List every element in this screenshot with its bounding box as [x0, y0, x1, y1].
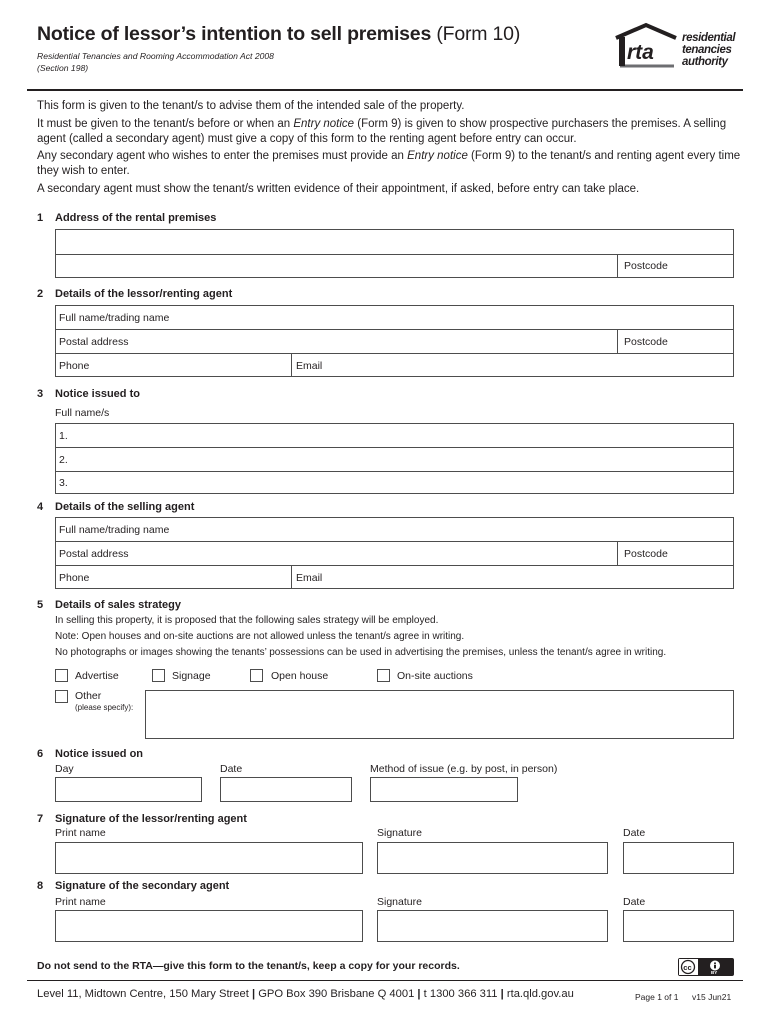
row-divider — [56, 541, 733, 542]
phone-email-divider — [291, 354, 292, 377]
intro-paragraph-4: A secondary agent must show the tenant/s written evidence of their appointment, if asked, before entry can take place. — [37, 182, 640, 195]
section-7-number: 7 — [37, 813, 44, 825]
postcode-label: Postcode — [624, 260, 668, 272]
lessor-signature-field[interactable] — [377, 842, 608, 874]
row-divider — [56, 447, 733, 448]
lessor-date-input[interactable] — [623, 842, 734, 874]
issue-day-label: Day — [55, 763, 74, 775]
section-1-title: Address of the rental premises — [55, 212, 217, 224]
row-divider — [56, 329, 733, 330]
intro-text — [37, 99, 742, 200]
footer-po-box: GPO Box 390 Brisbane Q 4001 — [258, 988, 415, 1000]
section-8-title: Signature of the secondary agent — [55, 880, 230, 892]
section-4-title: Details of the selling agent — [55, 501, 195, 513]
cc-by-text: BY — [711, 970, 718, 975]
postcode-divider — [617, 255, 618, 278]
section-6-number: 6 — [37, 748, 44, 760]
agent-signature-label: Signature — [377, 896, 422, 908]
lessor-details-box — [55, 305, 734, 377]
issue-method-input[interactable] — [370, 777, 518, 802]
title-main: Notice of lessor’s intention to sell premises — [37, 23, 432, 45]
agent-print-name-input[interactable] — [55, 910, 363, 942]
row-divider — [56, 471, 733, 472]
footer-address — [37, 988, 574, 1000]
intro-paragraph-3 — [37, 149, 742, 179]
creative-commons-badge — [678, 958, 734, 976]
advertise-checkbox[interactable] — [55, 669, 68, 682]
section-5-number: 5 — [37, 599, 44, 611]
section-3-title: Notice issued to — [55, 388, 140, 400]
tenant-names-box — [55, 423, 734, 494]
rta-logo — [610, 22, 740, 72]
logo-wordmark — [682, 32, 735, 68]
cc-text: cc — [683, 962, 692, 972]
lessor-postal-label[interactable]: Postal address — [59, 336, 129, 348]
tenant-3-field[interactable]: 3. — [59, 477, 68, 489]
tenant-names-label: Full name/s — [55, 407, 110, 419]
agent-date-input[interactable] — [623, 910, 734, 942]
section-3-number: 3 — [37, 388, 44, 400]
selling-agent-box — [55, 517, 734, 589]
tenant-2-field[interactable]: 2. — [59, 454, 68, 466]
intro-p3-emphasis: Entry notice — [407, 150, 468, 163]
section-2-title: Details of the lessor/renting agent — [55, 288, 233, 300]
footer-website-link[interactable]: rta.qld.gov.au — [506, 988, 574, 1000]
creative-commons-by-icon — [679, 959, 733, 975]
act-name: Residential Tenancies and Rooming Accommodation Act 2008 — [37, 51, 274, 61]
section-5-title: Details of sales strategy — [55, 599, 181, 611]
section-6-title: Notice issued on — [55, 748, 144, 760]
onsite-auction-checkbox[interactable] — [377, 669, 390, 682]
onsite-auction-label: On-site auctions — [397, 670, 473, 682]
section-4-number: 4 — [37, 501, 44, 513]
agent-date-label: Date — [623, 896, 646, 908]
row-divider — [56, 565, 733, 566]
act-section: (Section 198) — [37, 62, 89, 73]
logo-mark-text: rta — [627, 41, 654, 64]
footer-street: Level 11, Midtown Centre, 150 Mary Street — [37, 988, 249, 1000]
intro-p3-start: Any secondary agent who wishes to enter the premises must provide an — [37, 150, 408, 163]
intro-p3-end: (Form 9) to the tenant/s and renting agent every time they wish to enter. — [37, 150, 741, 178]
footer-separator: | — [500, 988, 504, 1000]
logo-line-3: authority — [682, 56, 728, 68]
lessor-signature-label: Signature — [377, 827, 422, 839]
agent-name-label[interactable]: Full name/trading name — [59, 524, 170, 536]
section-8-number: 8 — [37, 880, 44, 892]
footer-divider — [27, 980, 743, 981]
lessor-name-label[interactable]: Full name/trading name — [59, 312, 170, 324]
agent-print-name-label: Print name — [55, 896, 106, 908]
phone-email-divider — [291, 566, 292, 589]
agent-postcode-label[interactable]: Postcode — [624, 548, 668, 560]
strategy-line-3: No photographs or images showing the tenants’ possessions can be used in advertising the premises, unless the tenant/s agree in writing. — [55, 647, 667, 658]
issue-date-input[interactable] — [220, 777, 352, 802]
strategy-line-1: In selling this property, it is proposed that the following sales strategy will be employed. — [55, 615, 439, 626]
lessor-postcode-label[interactable]: Postcode — [624, 336, 668, 348]
intro-paragraph-1: This form is given to the tenant/s to advise them of the intended sale of the property. — [37, 100, 465, 112]
issue-date-label: Date — [220, 763, 243, 775]
address-line-1-input[interactable] — [58, 232, 730, 252]
address-line-2-input[interactable] — [58, 256, 614, 276]
logo-line-1: residential — [682, 32, 736, 44]
address-divider — [56, 254, 733, 255]
other-strategy-textarea[interactable] — [145, 690, 734, 739]
title-form-number: (Form 10) — [436, 23, 521, 45]
lessor-date-label: Date — [623, 827, 646, 839]
sales-strategy-notes — [55, 614, 745, 660]
agent-email-label[interactable]: Email — [296, 572, 323, 584]
lessor-phone-label[interactable]: Phone — [59, 360, 90, 372]
postcode-divider — [617, 542, 618, 565]
intro-p2-start: It must be given to the tenant/s before or when an — [37, 117, 294, 130]
agent-phone-label[interactable]: Phone — [59, 572, 90, 584]
other-hint: (please specify): — [75, 703, 134, 712]
issue-method-label: Method of issue (e.g. by post, in person) — [370, 763, 558, 775]
open-house-label: Open house — [271, 670, 329, 682]
section-1-number: 1 — [37, 212, 44, 224]
header-divider — [27, 89, 743, 91]
open-house-checkbox[interactable] — [250, 669, 263, 682]
intro-paragraph-2 — [37, 117, 742, 147]
signage-checkbox[interactable] — [152, 669, 165, 682]
lessor-email-label[interactable]: Email — [296, 360, 323, 372]
agent-signature-field[interactable] — [377, 910, 608, 942]
advertise-label: Advertise — [75, 670, 119, 682]
other-label: Other — [75, 690, 102, 702]
postcode-divider — [617, 330, 618, 353]
intro-p2-emphasis: Entry notice — [293, 117, 355, 130]
other-checkbox[interactable] — [55, 690, 68, 703]
issue-day-input[interactable] — [55, 777, 202, 802]
signage-label: Signage — [172, 670, 211, 682]
footer-separator: | — [417, 988, 421, 1000]
rta-house-logo-icon — [610, 22, 682, 72]
footer-instruction: Do not send to the RTA—give this form to the tenant/s, keep a copy for your records. — [37, 960, 460, 972]
strategy-line-2: Note: Open houses and on-site auctions are not allowed unless the tenant/s agree in writing. — [55, 630, 465, 642]
section-2-number: 2 — [37, 288, 44, 300]
address-box — [55, 229, 734, 278]
footer-separator: | — [251, 988, 256, 1000]
lessor-print-name-input[interactable] — [55, 842, 363, 874]
logo-line-2: tenancies — [682, 44, 732, 56]
row-divider — [56, 353, 733, 354]
footer-phone: t 1300 366 311 — [423, 988, 498, 1000]
agent-postal-label[interactable]: Postal address — [59, 548, 129, 560]
page-number: Page 1 of 1 — [635, 992, 679, 1002]
tenant-1-field[interactable]: 1. — [59, 430, 68, 442]
form-version: v15 Jun21 — [692, 992, 732, 1002]
page-title — [37, 23, 520, 46]
section-7-title: Signature of the lessor/renting agent — [55, 813, 247, 825]
lessor-print-name-label: Print name — [55, 827, 106, 839]
act-reference — [37, 51, 274, 74]
intro-p2-end: (Form 9) is given to show prospective purchasers the premises. A selling agent (called a secondary agent) must give a copy of this form to the renting agent before entry can occur. — [37, 117, 727, 145]
